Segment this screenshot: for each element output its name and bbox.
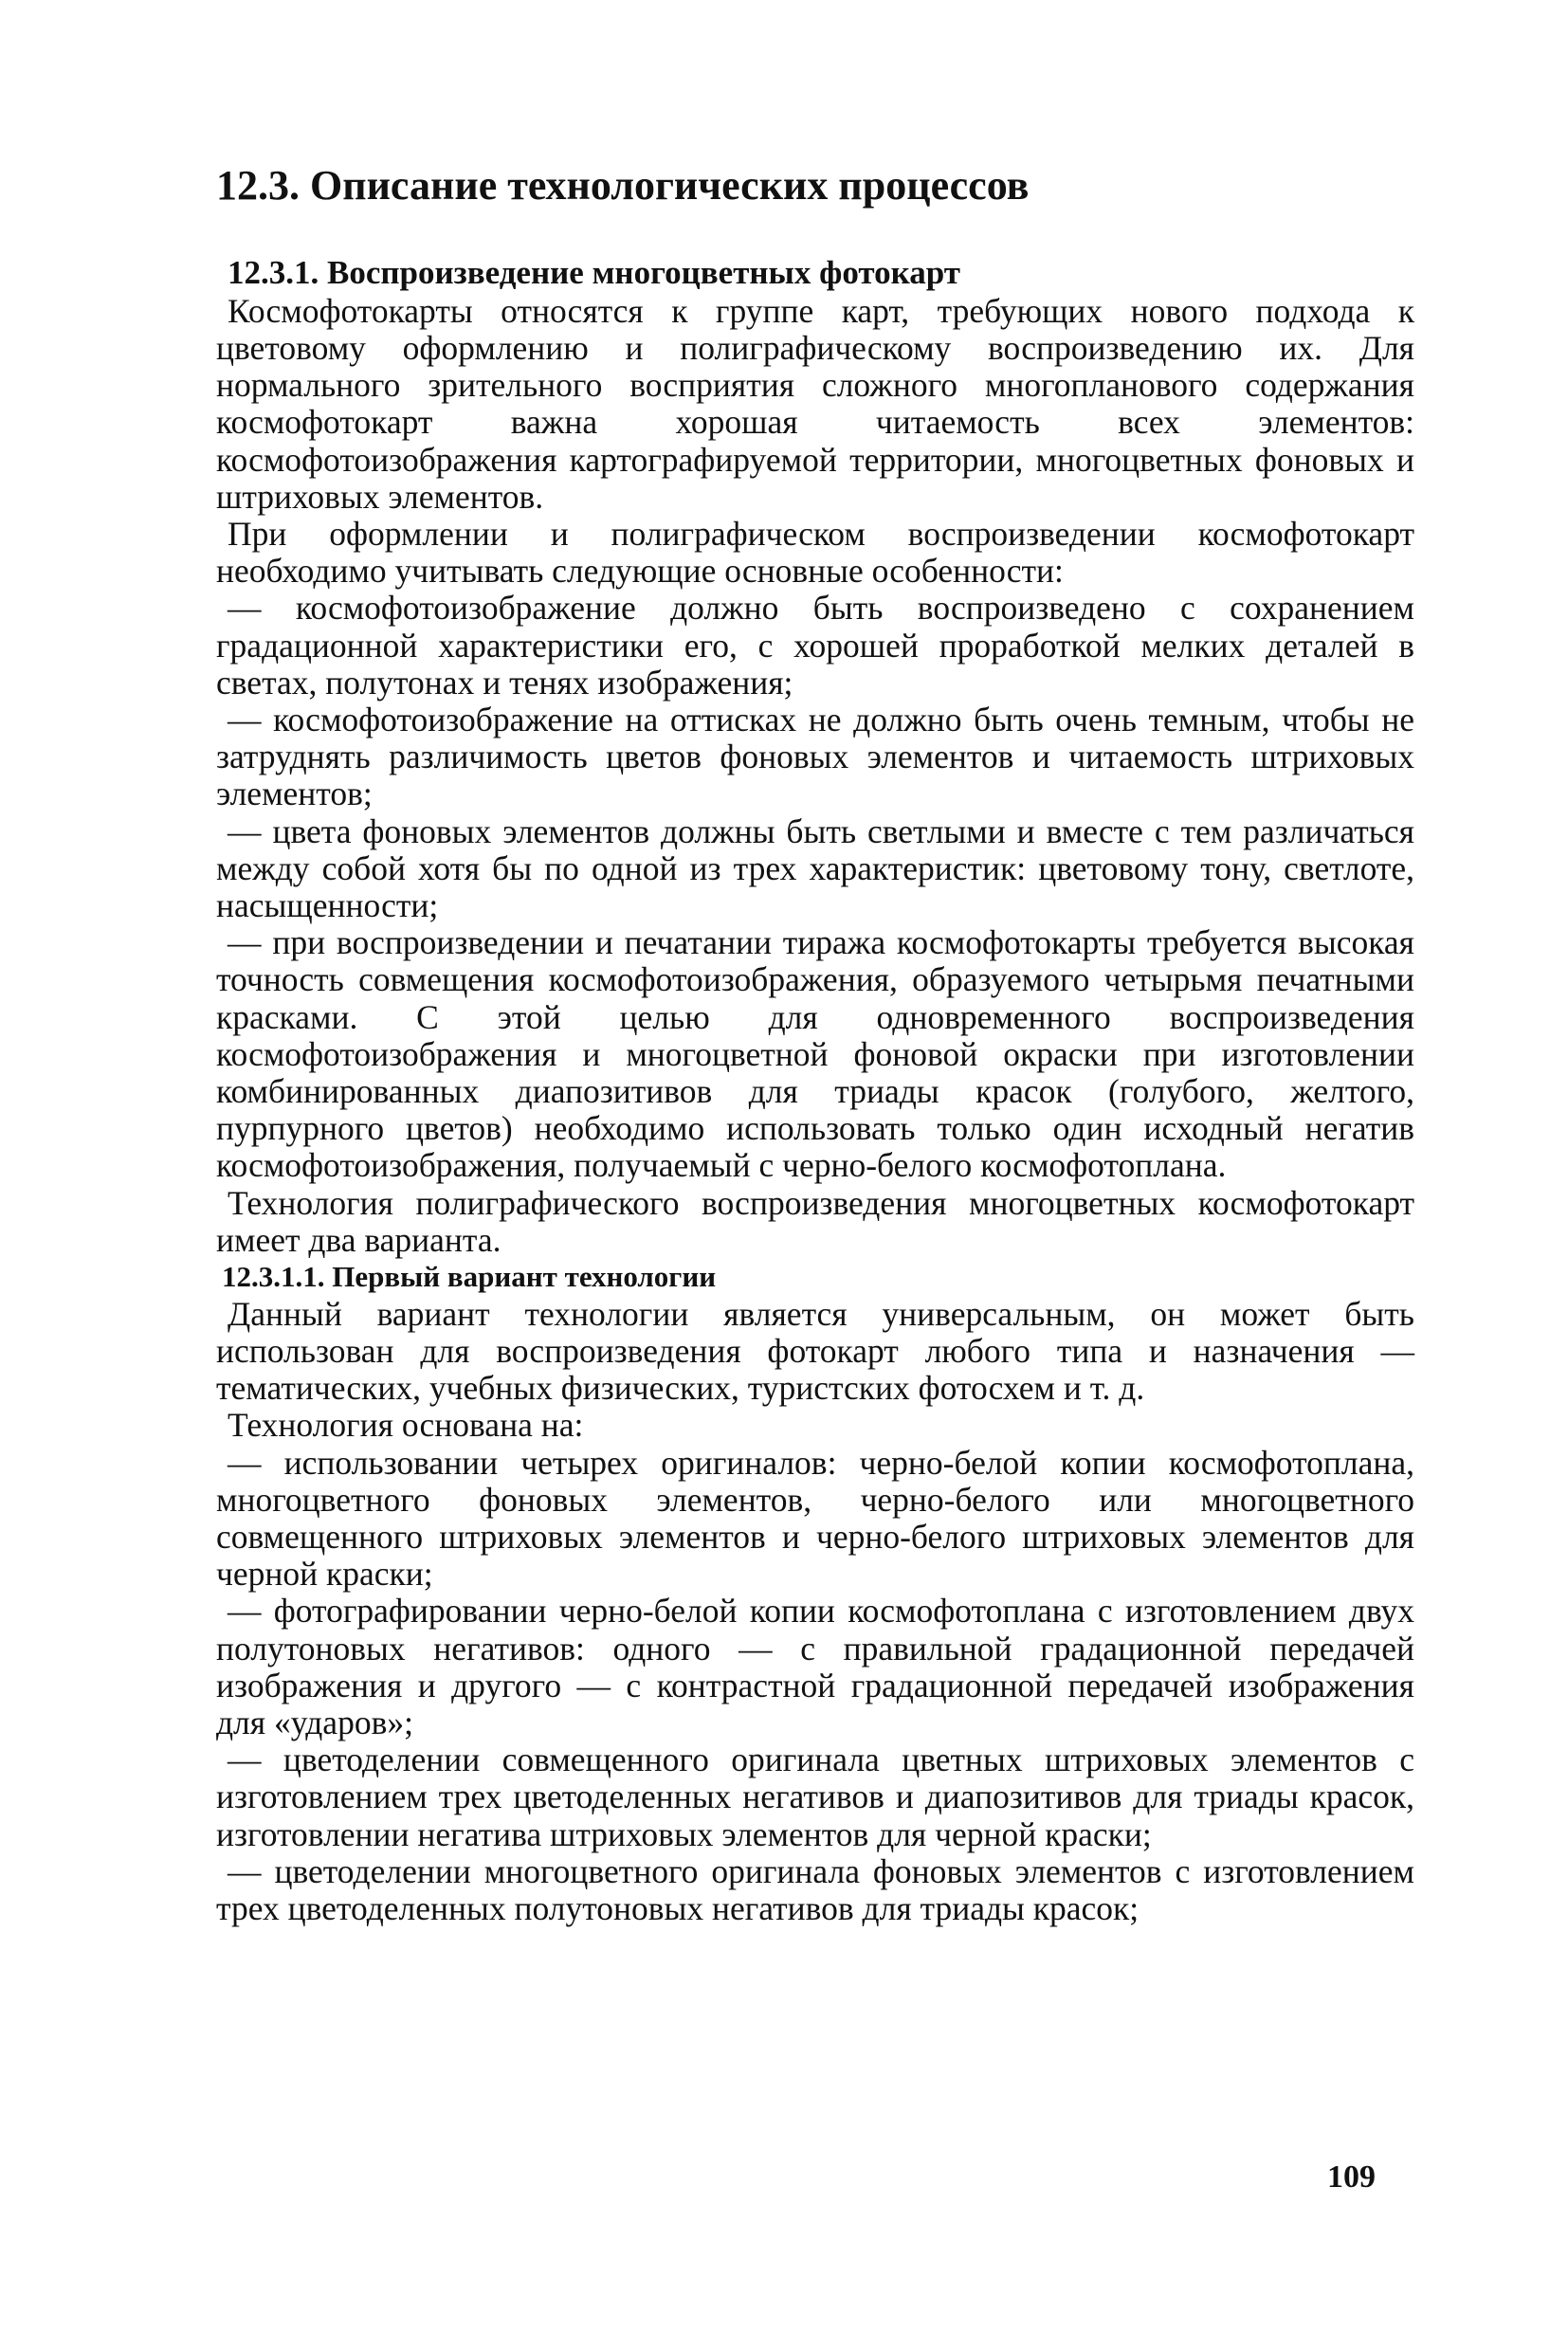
subsection-title: 12.3.1. Воспроизведение многоцветных фотокарт <box>228 253 960 291</box>
paragraph: Технология полиграфического воспроизведения многоцветных космофотокарт имеет два варианта. <box>216 1183 1414 1259</box>
page-number: 109 <box>1327 2160 1376 2195</box>
paragraph: Космофотокарты относятся к группе карт, требующих нового подхода к цветовому оформлению и полиграфическому воспроизведению их. Для нормального зрительного восприятия сложного многопланового содержания космофотокарт важна хорошая читаемость всех элементов: космофотоизображения картографируемой территории, многоцветных фоновых и штриховых элементов. <box>216 291 1414 516</box>
list-item: — при воспроизведении и печатании тиража космофотокарты требуется высокая точность совмещения космофотоизображения, образуемого четырьмя печатными красками. С этой целью для одновременного воспроизведения космофотоизображения и многоцветной фоновой окраски при изготовлении комбинированных диапозитивов для триады красок (голубого, желтого, пурпурного цветов) необходимо использовать только один исходный негатив космофотоизображения, получаемый с черно-белого космофотоплана. <box>216 923 1414 1185</box>
paragraph: При оформлении и полиграфическом воспроизведении космофотокарт необходимо учитывать следующие основные особенности: <box>216 515 1414 591</box>
subsubsection-title: 12.3.1.1. Первый вариант технологии <box>222 1260 717 1294</box>
list-item: — цветоделении совмещенного оригинала цветных штриховых элементов с изготовлением трех цветоделенных негативов и диапозитивов для триады красок, изготовлении негатива штриховых элементов для черной краски; <box>216 1740 1414 1853</box>
list-item: — использовании четырех оригиналов: черно-белой копии космофотоплана, многоцветного фоновых элементов, черно-белого или многоцветного совмещенного штриховых элементов и черно-белого штриховых элементов для черной краски; <box>216 1443 1414 1594</box>
paragraph: Данный вариант технологии является универсальным, он может быть использован для воспроизведения фотокарт любого типа и назначения — тематических, учебных физических, туристских фотосхем и т. д. <box>216 1294 1414 1408</box>
page-content <box>216 161 1414 1927</box>
paragraph: Технология основана на: <box>228 1406 584 1445</box>
list-item: — цвета фоновых элементов должны быть светлыми и вместе с тем различаться между собой хотя бы по одной из трех характеристик: цветовому тону, светлоте, насыщенности; <box>216 811 1414 925</box>
list-item: — фотографировании черно-белой копии космофотоплана с изготовлением двух полутоновых негативов: одного — с правильной градационной передачей изображения и другого — с контрастной градационной передачей изображения для «ударов»; <box>216 1592 1414 1742</box>
list-item: — космофотоизображение должно быть воспроизведено с сохранением градационной характеристики его, с хорошей проработкой мелких деталей в светах, полутонах и тенях изображения; <box>216 589 1414 702</box>
section-title: 12.3. Описание технологических процессов <box>216 162 1030 209</box>
list-item: — цветоделении многоцветного оригинала фоновых элементов с изготовлением трех цветоделенных полутоновых негативов для триады красок; <box>216 1851 1414 1928</box>
list-item: — космофотоизображение на оттисках не должно быть очень темным, чтобы не затруднять различимость цветов фоновых элементов и читаемость штриховых элементов; <box>216 701 1414 813</box>
